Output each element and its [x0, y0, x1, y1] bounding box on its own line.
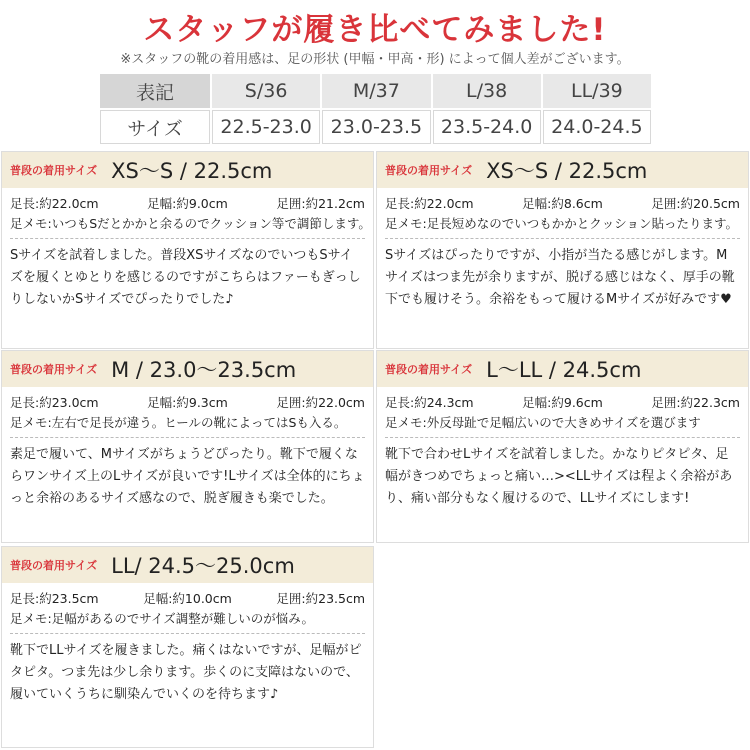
- size-table-range-row: [100, 110, 651, 144]
- divider: [10, 633, 365, 634]
- staff-review-card: [376, 350, 749, 543]
- usual-size-label: 普段の着用サイズ: [385, 363, 473, 376]
- card-header: [2, 547, 373, 583]
- usual-size: M / 23.0〜23.5cm: [111, 358, 297, 382]
- foot-measurements: [377, 188, 748, 234]
- foot-length: 足長:約23.5cm: [10, 591, 99, 606]
- foot-measurements: [2, 583, 373, 629]
- foot-girth: 足囲:約22.3cm: [651, 395, 740, 410]
- usual-size: LL/ 24.5〜25.0cm: [111, 554, 295, 578]
- foot-girth: 足囲:約20.5cm: [651, 196, 740, 211]
- staff-review-card: [1, 546, 374, 748]
- usual-size-label: 普段の着用サイズ: [385, 164, 473, 177]
- staff-review-card: [1, 151, 374, 349]
- row-label: 表記: [100, 74, 210, 108]
- card-header: [2, 152, 373, 188]
- foot-girth: 足囲:約23.5cm: [276, 591, 365, 606]
- staff-review-card: [376, 151, 749, 349]
- size-label: M/37: [322, 74, 430, 108]
- card-header: [2, 351, 373, 387]
- foot-width: 足幅:約9.6cm: [522, 395, 603, 410]
- review-text: Sサイズを試着しました。普段XSサイズなのでいつもSサイズを履くとゆとりを感じるのですがこちらはファーもぎっしりしないかSサイズでぴったりでした♪: [10, 248, 361, 307]
- divider: [10, 437, 365, 438]
- usual-size-label: 普段の着用サイズ: [10, 164, 98, 177]
- foot-memo: 足メモ:外反母趾で足幅広いので大きめサイズを選びます: [385, 415, 701, 430]
- foot-memo: 足メモ:足長短めなのでいつもかかとクッション貼ったります。: [385, 216, 738, 231]
- foot-measurements: [2, 387, 373, 433]
- foot-measurements: [2, 188, 373, 234]
- size-table-label-row: [100, 74, 651, 108]
- review-text: 素足で履いて、Mサイズがちょうどぴったり。靴下で履くならワンサイズ上のLサイズが良いです!Lサイズは全体的にちょっと余裕のあるサイズ感なので、脱ぎ履きも楽でした。: [10, 447, 365, 506]
- review-text: Sサイズはぴったりですが、小指が当たる感じがします。Mサイズはつま先が余りますが、脱げる感じはなく、厚手の靴下でも履けそう。余裕をもって履けるMサイズが好みです♥: [385, 248, 735, 307]
- foot-girth: 足囲:約22.0cm: [276, 395, 365, 410]
- foot-length: 足長:約24.3cm: [385, 395, 474, 410]
- row-label: サイズ: [100, 110, 210, 144]
- review-text: 靴下でLLサイズを履きました。痛くはないですが、足幅がピタピタ。つま先は少し余ります。歩くのに支障はないので、履いていくうちに馴染んでいくのを待ちます♪: [10, 643, 362, 702]
- foot-width: 足幅:約9.3cm: [147, 395, 228, 410]
- foot-width: 足幅:約10.0cm: [143, 591, 232, 606]
- usual-size-label: 普段の着用サイズ: [10, 559, 98, 572]
- staff-review-card: [1, 350, 374, 543]
- foot-length: 足長:約22.0cm: [385, 196, 474, 211]
- size-range: 23.0-23.5: [322, 110, 430, 144]
- foot-memo: 足メモ:足幅があるのでサイズ調整が難しいのが悩み。: [10, 611, 314, 626]
- card-header: [377, 152, 748, 188]
- size-range: 22.5-23.0: [212, 110, 320, 144]
- foot-width: 足幅:約9.0cm: [147, 196, 228, 211]
- usual-size-label: 普段の着用サイズ: [10, 363, 98, 376]
- divider: [10, 238, 365, 239]
- foot-width: 足幅:約8.6cm: [522, 196, 603, 211]
- foot-memo: 足メモ:左右で足長が違う。ヒールの靴によってはSも入る。: [10, 415, 347, 430]
- divider: [385, 437, 740, 438]
- size-range: 24.0-24.5: [543, 110, 651, 144]
- size-label: S/36: [212, 74, 320, 108]
- foot-girth: 足囲:約21.2cm: [276, 196, 365, 211]
- foot-length: 足長:約22.0cm: [10, 196, 99, 211]
- usual-size: XS〜S / 22.5cm: [111, 159, 273, 183]
- review-text: 靴下で合わせLサイズを試着しました。かなりピタピタ、足幅がきつめでちょっと痛い…><LLサイズは程よく余裕があり、痛い部分もなく履けるので、LLサイズにします!: [385, 447, 733, 506]
- size-label: LL/39: [543, 74, 651, 108]
- page-title: スタッフが履き比べてみました!: [143, 12, 607, 48]
- card-header: [377, 351, 748, 387]
- foot-memo: 足メモ:いつもSだとかかと余るのでクッション等で調節します。: [10, 216, 371, 231]
- foot-length: 足長:約23.0cm: [10, 395, 99, 410]
- foot-measurements: [377, 387, 748, 433]
- size-table: [98, 72, 653, 146]
- size-label: L/38: [433, 74, 541, 108]
- usual-size: XS〜S / 22.5cm: [486, 159, 648, 183]
- fit-disclaimer: ※スタッフの靴の着用感は、足の形状 (甲幅・甲高・形) によって個人差がございます。: [120, 52, 630, 67]
- size-range: 23.5-24.0: [433, 110, 541, 144]
- divider: [385, 238, 740, 239]
- usual-size: L〜LL / 24.5cm: [486, 358, 642, 382]
